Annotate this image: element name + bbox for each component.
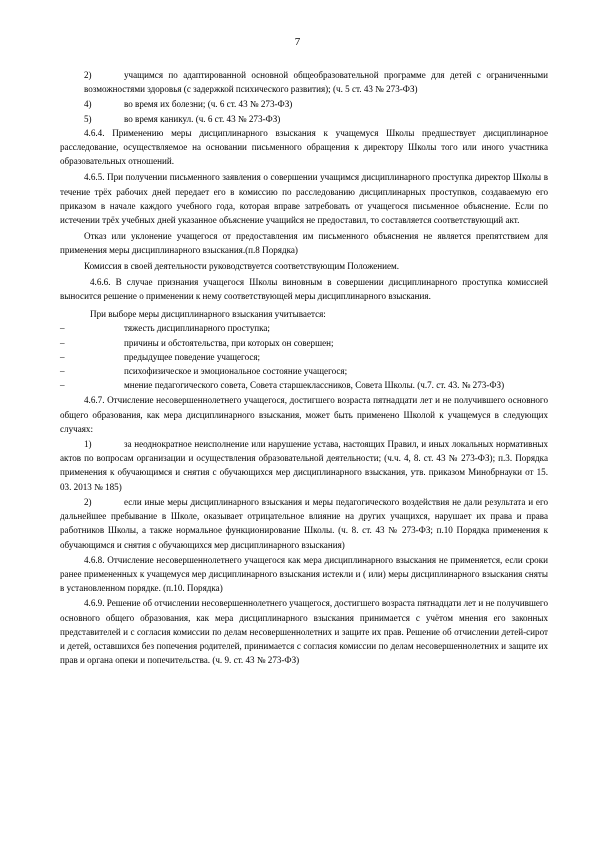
list-number: 1) xyxy=(84,439,92,450)
dash-list-item: – мнение педагогического совета, Совета старшеклассников, Совета Школы. (ч.7. ст. 43. № 273-ФЗ) xyxy=(60,378,548,392)
paragraph-4-6-4: 4.6.4. Применению меры дисциплинарного взыскания к учащемуся Школы предшествует дисциплинарное расследование, осуществляемое на основании письменного обращения к директору Школы того или иного участника образовательных отношений. xyxy=(60,127,548,167)
list-item xyxy=(60,68,548,96)
list-number: 5) xyxy=(84,113,92,124)
list-number: 2) xyxy=(84,70,92,80)
dash-marker: – xyxy=(60,366,65,377)
dash-marker: – xyxy=(60,337,65,348)
list-item xyxy=(60,97,548,111)
list-number: 4) xyxy=(84,99,92,110)
dash-list xyxy=(60,321,548,392)
list-item xyxy=(60,495,548,552)
document-body xyxy=(60,68,548,667)
paragraph-4-6-9: 4.6.9. Решение об отчислении несовершеннолетнего учащегося, достигшего возраста пятнадцати лет и не получившего основного общего образования, как мера дисциплинарного взыскания принимается с учётом мнения его законных представителей и с согласия комиссии по делам несовершеннолетних и защите их прав. Решение об отчислении детей-сирот и детей, оставшихся без попечения родителей, принимается с согласия комиссии по делам несовершеннолетних и защите их прав и органа опеки и попечительства. (ч. 9. ст. 43 № 273-ФЗ) xyxy=(60,598,548,666)
list-text: если иные меры дисциплинарного взыскания и меры педагогического воздействия не дали результата и его дальнейшее пребывание в Школе, оказывает отрицательное влияние на других учащихся, нарушает их права и права работников Школы, а также нормальное функционирование Школы. (ч. 8. ст. 43 № 273-ФЗ; п.10 Порядка применения к обучающимся и снятия с обучающихся мер дисциплинарного взыскания) xyxy=(60,496,548,550)
list-text: учащимся по адаптированной основной общеобразовательной программе для детей с ограниченными возможностями здоровья (с задержкой психического развития); (ч. 5 ст. 43 № 273-ФЗ) xyxy=(84,70,548,95)
list-text: во время их болезни; (ч. 6 ст. 43 № 273-ФЗ) xyxy=(124,99,293,110)
paragraph-4-6-8: 4.6.8. Отчисление несовершеннолетнего учащегося как мера дисциплинарного взыскания не применяется, если сроки ранее примененных к учащемуся мер дисциплинарного взыскания истекли и ( или) меры дисциплинарного взыскания сняты в установленном порядке. (п.10. Порядка) xyxy=(60,554,548,594)
paragraph-4-6-5: 4.6.5. При получении письменного заявления о совершении учащимся дисциплинарного проступка директор Школы в течение трёх рабочих дней передает его в комиссию по расследованию дисциплинарных проступков, создаваемую его приказом в начале каждого учебного года, которая вправе затребовать от учащегося письменное объяснение. Если по истечении трёх учебных дней указанное объяснение учащийся не предоставил, то составляется соответствующий акт. xyxy=(60,172,548,226)
paragraph-refusal: Отказ или уклонение учащегося от предоставления им письменного объяснения не является препятствием для применения меры дисциплинарного взыскания.(п.8 Порядка) xyxy=(60,231,548,256)
dash-list-item: – психофизическое и эмоциональное состояние учащегося; xyxy=(60,364,548,378)
dash-marker: – xyxy=(60,323,65,334)
paragraph-choice: При выборе меры дисциплинарного взыскания учитывается: xyxy=(90,309,326,320)
paragraph-4-6-6: 4.6.6. В случае признания учащегося Школы виновным в совершении дисциплинарного проступка комиссией выносится решение о применении к нему соответствующей меры дисциплинарного взыскания. xyxy=(60,276,548,302)
page-number: 7 xyxy=(294,36,301,48)
dash-marker: – xyxy=(60,351,65,362)
list-number: 2) xyxy=(84,496,92,507)
dash-list-item: – тяжесть дисциплинарного проступка; xyxy=(60,321,548,335)
list-text: за неоднократное неисполнение или нарушение устава, настоящих Правил, и иных локальных нормативных актов по вопросам организации и осуществления образовательной деятельности; (ч.ч. 4, 8. ст. 43 № 273-ФЗ); п.3. Порядка применения к обучающимся и снятия с обучающихся мер дисциплинарного взыскания, утв. приказом Минобрнауки от 15. 03. 2013 № 185) xyxy=(60,439,548,492)
list-item xyxy=(60,112,548,126)
dash-list-item: – предыдущее поведение учащегося; xyxy=(60,350,548,364)
dash-marker: – xyxy=(60,380,65,391)
list-text: во время каникул. (ч. 6 ст. 43 № 273-ФЗ) xyxy=(124,113,281,124)
paragraph-commission: Комиссия в своей деятельности руководствуется соответствующим Положением. xyxy=(84,260,400,271)
list-item xyxy=(60,437,548,494)
dash-list-item: – причины и обстоятельства, при которых он совершен; xyxy=(60,336,548,350)
paragraph-4-6-7: 4.6.7. Отчисление несовершеннолетнего учащегося, достигшего возраста пятнадцати лет и не получившего основного общего образования, как мера дисциплинарного взыскания, может быть применено Школой к учащемуся в следующих случаях: xyxy=(60,395,548,434)
